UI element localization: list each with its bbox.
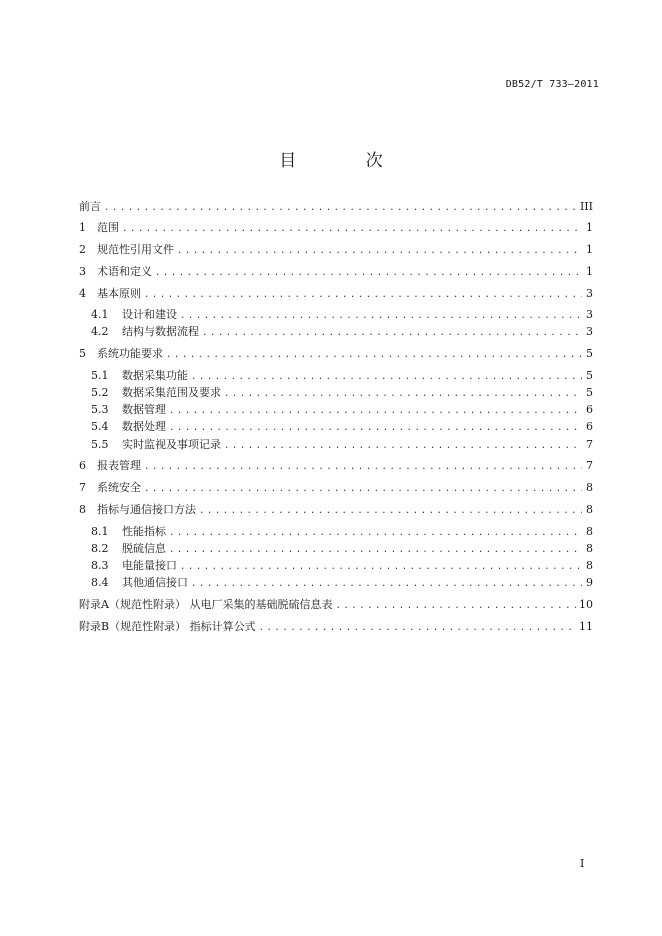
toc-entry[interactable] (79, 524, 593, 540)
toc-dot-leader (259, 620, 576, 636)
toc-entry-title: 其他通信接口 (122, 576, 188, 589)
toc-entry-page: 11 (579, 620, 593, 633)
toc-entry-page: 5 (586, 386, 593, 399)
toc-entry[interactable] (79, 220, 593, 236)
toc-entry-page: 8 (586, 525, 593, 538)
toc-entry-page: 1 (586, 243, 593, 256)
toc-entry-number: 5.5 (91, 438, 109, 451)
toc-entry-title: 规范性引用文件 (97, 243, 174, 256)
toc-entry-page: 1 (586, 265, 593, 278)
toc-entry-title: 系统功能要求 (97, 347, 163, 360)
toc-entry-page: 6 (586, 403, 593, 416)
toc-entry[interactable] (79, 368, 593, 384)
toc-entry[interactable] (79, 619, 593, 635)
toc-entry-page: 8 (586, 542, 593, 555)
toc-dot-leader (180, 308, 582, 324)
toc-dot-leader (122, 221, 582, 237)
toc-entry[interactable] (79, 419, 593, 435)
toc-entry-page: 1 (586, 221, 593, 234)
toc-entry-title: 基本原则 (97, 287, 141, 300)
toc-entry[interactable] (79, 242, 593, 258)
toc-dot-leader (144, 481, 582, 497)
toc-entry[interactable] (79, 307, 593, 323)
toc-entry-page: 5 (586, 347, 593, 360)
toc-entry-title: 数据采集范围及要求 (122, 386, 221, 399)
toc-dot-leader (169, 403, 582, 419)
toc-entry-title: 脱硫信息 (122, 542, 166, 555)
toc-dot-leader (180, 559, 582, 575)
toc-dot-leader (191, 576, 582, 592)
toc-dot-leader (155, 265, 582, 281)
toc-dot-leader (169, 525, 582, 541)
toc-entry-number: 5 (79, 347, 86, 360)
toc-entry[interactable] (79, 286, 593, 302)
toc-dot-leader (224, 386, 582, 402)
toc-entry[interactable] (79, 437, 593, 453)
toc-entry-title: 数据采集功能 (122, 369, 188, 382)
toc-entry-page: 9 (586, 576, 593, 589)
toc-entry-title: 附录A（规范性附录） 从电厂采集的基础脱硫信息表 (79, 598, 333, 611)
toc-entry-title: 数据处理 (122, 420, 166, 433)
toc-entry[interactable] (79, 199, 593, 215)
toc-entry-page: 3 (586, 287, 593, 300)
toc-entry[interactable] (79, 541, 593, 557)
toc-entry-title: 数据管理 (122, 403, 166, 416)
toc-entry-page: 8 (586, 503, 593, 516)
toc-entry-page: 8 (586, 559, 593, 572)
toc-entry-number: 2 (79, 243, 86, 256)
toc-entry-page: 3 (586, 308, 593, 321)
toc-entry-number: 1 (79, 221, 86, 234)
toc-entry-page: 7 (586, 459, 593, 472)
toc-entry[interactable] (79, 558, 593, 574)
toc-dot-leader (224, 438, 582, 454)
toc-entry-title: 实时监视及事项记录 (122, 438, 221, 451)
toc-entry-page: 10 (579, 598, 593, 611)
document-code: DB52/T 733—2011 (505, 79, 599, 90)
toc-entry-number: 3 (79, 265, 86, 278)
toc-entry[interactable] (79, 324, 593, 340)
toc-entry-number: 8 (79, 503, 86, 516)
toc-entry-number: 4.2 (91, 325, 109, 338)
toc-entry-number: 8.2 (91, 542, 109, 555)
toc-dot-leader (191, 369, 582, 385)
toc-entry-title: 范围 (97, 221, 119, 234)
toc-entry[interactable] (79, 402, 593, 418)
toc-entry-number: 8.4 (91, 576, 109, 589)
toc-entry-number: 4 (79, 287, 86, 300)
toc-entry-title: 电能量接口 (122, 559, 177, 572)
toc-entry-page: 3 (586, 325, 593, 338)
toc-entry-title: 前言 (79, 200, 101, 213)
toc-entry[interactable] (79, 502, 593, 518)
toc-dot-leader (202, 325, 582, 341)
toc-entry-number: 5.4 (91, 420, 109, 433)
toc-dot-leader (144, 459, 582, 475)
toc-entry[interactable] (79, 264, 593, 280)
toc-entry-page: 6 (586, 420, 593, 433)
toc-entry-number: 5.3 (91, 403, 109, 416)
toc-entry-title: 附录B（规范性附录） 指标计算公式 (79, 620, 256, 633)
toc-entry-title: 指标与通信接口方法 (97, 503, 196, 516)
toc-dot-leader (104, 200, 577, 216)
toc-entry-number: 8.1 (91, 525, 109, 538)
toc-entry-title: 系统安全 (97, 481, 141, 494)
toc-entry-number: 6 (79, 459, 86, 472)
toc-dot-leader (169, 420, 582, 436)
toc-entry-page: 5 (586, 369, 593, 382)
toc-entry-page: III (579, 200, 593, 213)
toc-entry[interactable] (79, 458, 593, 474)
toc-entry[interactable] (79, 480, 593, 496)
toc-entry-title: 设计和建设 (122, 308, 177, 321)
toc-entry-number: 7 (79, 481, 86, 494)
toc-entry[interactable] (79, 346, 593, 362)
toc-entry[interactable] (79, 575, 593, 591)
toc-dot-leader (177, 243, 582, 259)
toc-entry-number: 8.3 (91, 559, 109, 572)
toc-entry-title: 性能指标 (122, 525, 166, 538)
toc-entry-title: 结构与数据流程 (122, 325, 199, 338)
toc-dot-leader (144, 287, 582, 303)
toc-entry[interactable] (79, 385, 593, 401)
toc-dot-leader (199, 503, 582, 519)
toc-title: 目 次 (279, 151, 415, 171)
toc-entry-number: 5.1 (91, 369, 109, 382)
toc-dot-leader (335, 598, 576, 614)
toc-dot-leader (166, 347, 582, 363)
toc-entry-page: 7 (586, 438, 593, 451)
toc-dot-leader (169, 542, 582, 558)
toc-entry-page: 8 (586, 481, 593, 494)
toc-entry[interactable] (79, 597, 593, 613)
toc-entry-title: 报表管理 (97, 459, 141, 472)
toc-entry-number: 4.1 (91, 308, 109, 321)
toc-entry-title: 术语和定义 (97, 265, 152, 278)
page-number: I (580, 857, 585, 870)
toc-entry-number: 5.2 (91, 386, 109, 399)
